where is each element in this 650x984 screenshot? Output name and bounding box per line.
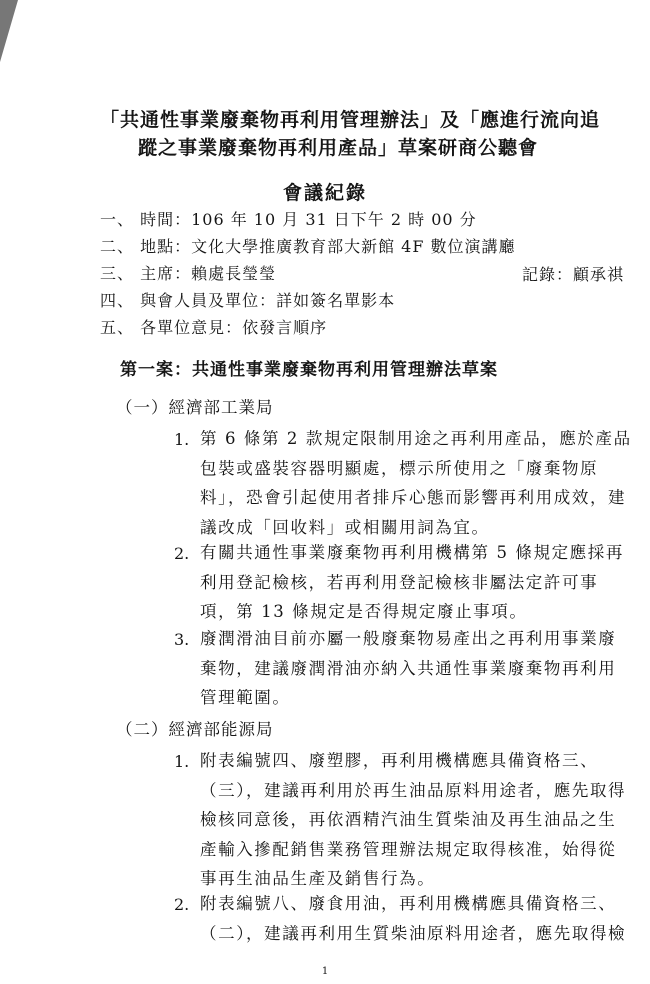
meta-opinions: 五、 各單位意見：依發言順序 (100, 318, 328, 337)
document-title-line-2: 蹤之事業廢棄物再利用產品」草案研商公聽會 (138, 137, 539, 159)
item-line: 料」，恐會引起使用者排斥心態而影響再利用成效，建 (200, 488, 627, 507)
section-org: （一）經濟部工業局 (116, 398, 274, 417)
item-line: 有關共通性事業廢棄物再利用機構第 5 條規定應採再 (200, 543, 624, 562)
case-title: 第一案：共通性事業廢棄物再利用管理辦法草案 (120, 360, 498, 380)
list-item (200, 538, 640, 627)
list-item (200, 746, 640, 894)
item-number: 3. (174, 630, 190, 649)
document-title-line-1: 「共通性事業廢棄物再利用管理辦法」及「應進行流向追 (100, 109, 601, 131)
list-item (200, 424, 640, 542)
meta-time: 一、 時間：106 年 10 月 31 日下午 2 時 00 分 (100, 210, 477, 229)
item-line: 產輸入摻配銷售業務管理辦法規定取得核准，始得從 (200, 839, 617, 859)
meta-chair: 三、 主席：賴處長瑩瑩 (100, 264, 277, 283)
item-line: 管理範圍。 (200, 688, 291, 707)
item-line: 檢核同意後，再依酒精汽油生質柴油及再生油品之生 (200, 810, 617, 829)
item-line: 事再生油品生產及銷售行為。 (200, 869, 436, 888)
page-number: 1 (321, 966, 329, 977)
meta-attendees: 四、 與會人員及單位：詳如簽名單影本 (100, 291, 396, 310)
meta-location: 二、 地點：文化大學推廣教育部大新館 4F 數位演講廳 (100, 237, 516, 256)
item-line: （三），建議再利用於再生油品原料用途者，應先取得 (200, 780, 627, 800)
item-line: 包裝或盛裝容器明顯處，標示所使用之「廢棄物原 (200, 458, 599, 478)
item-line: 附表編號八、廢食用油，再利用機構應具備資格三、 (200, 894, 617, 913)
item-number: 2. (174, 544, 190, 563)
item-line: 項，第 13 條規定是否得規定廢止事項。 (200, 602, 528, 621)
list-item (200, 889, 640, 948)
list-item (200, 624, 640, 713)
item-line: 利用登記檢核，若再利用登記檢核非屬法定許可事 (200, 572, 599, 592)
scan-corner-fold (0, 0, 18, 62)
document-subtitle: 會議紀錄 (282, 182, 367, 204)
item-line: 議改成「回收料」或相關用詞為宜。 (200, 517, 490, 537)
item-line: 廢潤滑油目前亦屬一般廢棄物易產出之再利用事業廢 (200, 629, 617, 648)
section-org: （二）經濟部能源局 (116, 720, 274, 739)
meta-recorder: 記錄：顧承祺 (522, 265, 625, 284)
item-line: 第 6 條第 2 款規定限制用途之再利用產品，應於產品 (200, 429, 632, 448)
item-number: 2. (174, 895, 190, 914)
item-line: 棄物，建議廢潤滑油亦納入共通性事業廢棄物再利用 (200, 658, 617, 678)
item-number: 1. (174, 752, 190, 771)
item-number: 1. (174, 430, 190, 449)
item-line: （二），建議再利用生質柴油原料用途者，應先取得檢 (200, 923, 627, 943)
item-line: 附表編號四、廢塑膠，再利用機構應具備資格三、 (200, 751, 599, 770)
